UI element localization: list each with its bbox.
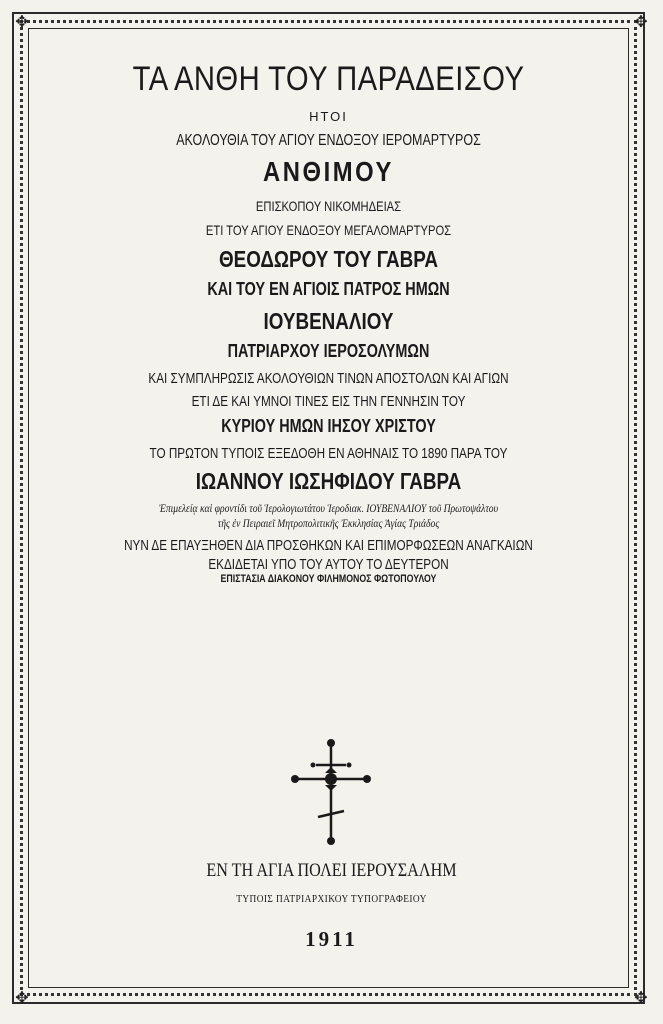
printer-line: ΤΥΠΟΙΣ ΠΑΤΡΙΑΡΧΙΚΟΥ ΤΥΠΟΓΡΑΦΕΙΟΥ [236, 893, 427, 905]
patriarchou-line: ΠΑΤΡΙΑΡΧΟΥ ΙΕΡΟΣΟΛΥΜΩΝ [227, 341, 430, 361]
iouvenaliou-heading: ΙΟΥΒΕΝΑΛΙΟΥ [263, 308, 394, 334]
itoi-line: ΗΤΟΙ [309, 109, 348, 124]
epistasia-line: ΕΠΙΣΤΑΣΙΑ ΔΙΑΚΟΝΟΥ ΦΙΛΗΜΟΝΟΣ ΦΩΤΟΠΟΥΛΟΥ [220, 573, 437, 585]
ekdidetai-line: ΕΚΔΙΔΕΤΑΙ ΥΠΟ ΤΟΥ ΑΥΤΟΥ ΤΟ ΔΕΥΤΕΡΟΝ [208, 556, 449, 573]
place-line: ΕΝ ΤΗ ΑΓΙΑ ΠΟΛΕΙ ΙΕΡΟΥΣΑΛΗΜ [206, 860, 457, 881]
to-proton-line: ΤΟ ΠΡΩΤΟΝ ΤΥΠΟΙΣ ΕΞΕΔΟΘΗ ΕΝ ΑΘΗΝΑΙΣ ΤΟ 1890 ΠΑΡΑ ΤΟΥ [149, 445, 508, 462]
akolouthia-line: ΑΚΟΛΟΥΘΙΑ ΤΟΥ ΑΓΙΟΥ ΕΝΔΟΞΟΥ ΙΕΡΟΜΑΡΤΥΡΟΣ [176, 132, 481, 149]
nyn-de-line: ΝΥΝ ΔΕ ΕΠΑΥΞΗΘΕΝ ΔΙΑ ΠΡΟΣΘΗΚΩΝ ΚΑΙ ΕΠΙΜΟΡΦΩΣΕΩΝ ΑΝΑΓΚΑΙΩΝ [124, 537, 533, 554]
epimeleia-line-1: Ἐπιμελείᾳ καὶ φροντίδι τοῦ Ἱερολογιωτάτου Ἱεροδιακ. ΙΟΥΒΕΝΑΛΙΟΥ τοῦ Πρωτοψάλτου [159, 501, 498, 515]
title-block [40, 60, 617, 585]
theodorou-heading: ΘΕΟΔΩΡΟΥ ΤΟΥ ΓΑΒΡΑ [218, 246, 439, 272]
orthodox-cross-icon [276, 737, 386, 847]
year-line: 1911 [305, 927, 358, 951]
ioannou-heading: ΙΩΑΝΝΟΥ ΙΩΣΗΦΙΔΟΥ ΓΑΒΡΑ [195, 468, 462, 494]
book-title: ΤΑ ΑΝΘΗ ΤΟΥ ΠΑΡΑΔΕΙΣΟΥ [132, 60, 525, 98]
episkopou-line: ΕΠΙΣΚΟΠΟΥ ΝΙΚΟΜΗΔΕΙΑΣ [255, 198, 402, 214]
patros-line: ΚΑΙ ΤΟΥ ΕΝ ΑΓΙΟΙΣ ΠΑΤΡΟΣ ΗΜΩΝ [207, 279, 450, 299]
megalomartyros-line: ΕΤΙ ΤΟΥ ΑΓΙΟΥ ΕΝΔΟΞΟΥ ΜΕΓΑΛΟΜΑΡΤΥΡΟΣ [205, 222, 452, 238]
corner-ornament-icon: ✥ [15, 12, 29, 31]
anthimou-heading: ΑΝΘΙΜΟΥ [263, 156, 394, 187]
corner-ornament-icon: ✥ [634, 12, 648, 31]
eti-de-line: ΕΤΙ ΔΕ ΚΑΙ ΥΜΝΟΙ ΤΙΝΕΣ ΕΙΣ ΤΗΝ ΓΕΝΝΗΣΙΝ ΤΟΥ [191, 393, 466, 410]
corner-ornament-icon: ✥ [15, 988, 29, 1007]
symplirosis-line: ΚΑΙ ΣΥΜΠΛΗΡΩΣΙΣ ΑΚΟΛΟΥΘΙΩΝ ΤΙΝΩΝ ΑΠΟΣΤΟΛΩΝ ΚΑΙ ΑΓΙΩΝ [148, 370, 509, 387]
kyriou-line: ΚΥΡΙΟΥ ΗΜΩΝ ΙΗΣΟΥ ΧΡΙΣΤΟΥ [221, 416, 436, 436]
epimeleia-line-2: τῆς ἐν Πειραιεῖ Μητροπολιτικῆς Ἐκκλησίας Ἁγίας Τριάδος [217, 516, 440, 530]
corner-ornament-icon: ✥ [634, 988, 648, 1007]
